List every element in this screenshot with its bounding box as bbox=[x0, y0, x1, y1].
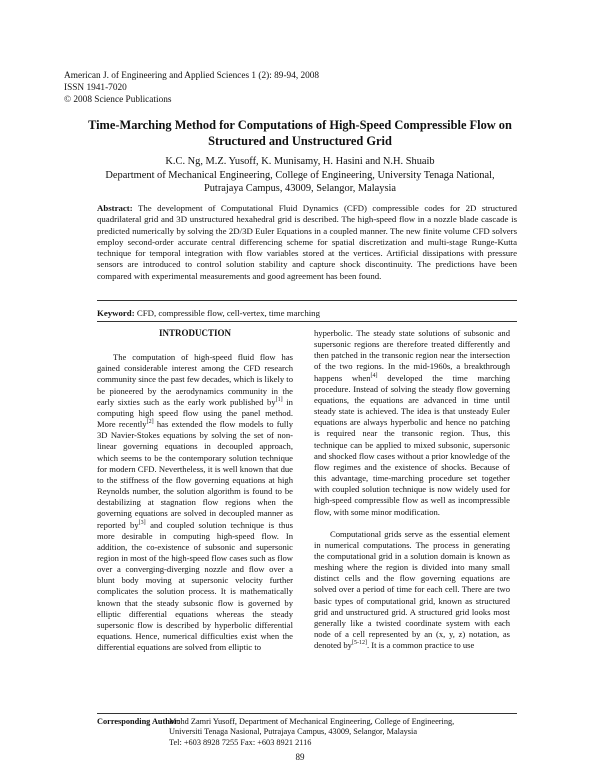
intro-paragraph-2: Computational grids serve as the essential element in numerical computations. The process in generating the computational grid in a solution domain is known as meshing where the region is divided into many small distinct cells and the flow governing equations are solved over a period of time for each cell. There are two basic types of computational grid, known as structured grid and unstructured grid. A structured grid looks most generally like a twisted coordinate system with each node of a cell represented by an (x, y, z) notation, as denoted by[5-12]. It is a common practice to use bbox=[314, 528, 510, 651]
page-number: 89 bbox=[295, 752, 305, 762]
intro-paragraph-1: The computation of high-speed fluid flow has gained considerable interest among the CFD research community since the past few decades, which is likely to be pioneered by the aerodynamics community in the early sixties such as the early work published by[1] in computing high speed flow using the panel method. More recently[2] has extended the flow models to fully 3D Navier-Stokes equations by solving the set of non-linear governing equations in decoupled approach, which seems to be the contemporary solution technique for modern CFD. Nevertheless, it is well known that due to the stiffness of the flow governing equations at high Reynolds number, the solution algorithm is found to be destabilizing at stagnation flow regions when the governing equations are solved in decoupled manner as reported by[3] and coupled solution technique is thus more desirable in computing high-speed flow. In addition, the co-existence of subsonic and supersonic region in most of the high-speed flow cases such as flow over a converging-diverging nozzle and flow over a blunt body moving at supersonic velocity further complicates the solution process. It is mathematically known that the steady subsonic flow is governed by elliptic differential equations whereas the steady supersonic flow is described by hyperbolic differential equations. Hence, numerical difficulties exist when the differential equations are solved from elliptic to bbox=[97, 352, 293, 653]
keyword-line bbox=[97, 308, 517, 318]
right-column bbox=[314, 328, 510, 651]
footnote-rule bbox=[97, 713, 517, 714]
issn: ISSN 1941-7020 bbox=[64, 83, 127, 93]
abstract bbox=[97, 203, 517, 282]
citation-ref: [5-12] bbox=[351, 640, 367, 647]
abstract-label: Abstract: bbox=[97, 203, 133, 213]
copyright: © 2008 Science Publications bbox=[64, 95, 172, 105]
keyword-text: CFD, compressible flow, cell-vertex, time marching bbox=[136, 308, 320, 318]
journal-citation: American J. of Engineering and Applied Sciences 1 (2): 89-94, 2008 bbox=[64, 71, 320, 81]
left-column bbox=[97, 328, 293, 653]
citation-ref: [1] bbox=[275, 396, 283, 403]
citation-ref: [3] bbox=[138, 519, 146, 526]
journal-header bbox=[64, 70, 319, 106]
keyword-bottom-rule bbox=[97, 321, 517, 322]
citation-ref: [2] bbox=[146, 419, 154, 426]
affiliation-line-1: Department of Mechanical Engineering, College of Engineering, University Tenaga National, bbox=[105, 169, 495, 181]
keyword-top-rule bbox=[97, 300, 517, 301]
corresponding-author-details bbox=[169, 717, 509, 748]
section-heading-introduction: INTRODUCTION bbox=[158, 328, 231, 338]
corresponding-line-1: Mohd Zamri Yusoff, Department of Mechanical Engineering, College of Engineering, bbox=[169, 717, 455, 726]
keyword-label: Keyword: bbox=[97, 308, 135, 318]
abstract-text: The development of Computational Fluid Dynamics (CFD) compressible codes for 2D structured quadrilateral grid and 3D unstructured hexahedral grid is described. The high-speed flow in a nozzle blade cascade is predicted numerically by solving the 2D/3D Euler Equations in a coupled manner. The new finite volume CFD solvers employ second-order accurate central differencing scheme for spatial discretization and multi-stage Runge-Kutta technique for temporal integration with flow variables stored at the vertices. Artificial dissipations with pressure sensors are introduced to control solution stability and capture shock discontinuity. The predictions have been compared with experimental measurements and good agreement has been found. bbox=[97, 203, 518, 281]
corresponding-author-label: Corresponding Author: bbox=[97, 717, 181, 726]
intro-paragraph-1-continued: hyperbolic. The steady state solutions of subsonic and supersonic regions are therefore treated differently and then patched in the transonic region near the intersection of the two regions. In the mid-1960s, a breakthrough happens when[4] developed the time marching procedure. Instead of solving the steady flow governing equations, the equations are advanced in time until steady state is achieved. The idea is that unsteady Euler equations are always hyperbolic and hence no patching is required near the transonic region. Thus, this technique can be applied to mixed subsonic, supersonic and shocked flow cases without a prior knowledge of the flow regimes and the existence of shocks. Because of this advantage, time-marching procedure set together with coupled solution technique is now widely used for high-speed compressible flow as well as incompressible flow, with some minor modification. bbox=[314, 328, 510, 517]
author-block bbox=[60, 155, 540, 196]
paper-title: Time-Marching Method for Computations of High-Speed Compressible Flow on Structured and Unstructured Grid bbox=[88, 118, 512, 148]
author-list: K.C. Ng, M.Z. Yusoff, K. Munisamy, H. Hasini and N.H. Shuaib bbox=[165, 156, 435, 167]
citation-ref: [4] bbox=[370, 372, 378, 379]
corresponding-line-2: Universiti Tenaga Nasional, Putrajaya Campus, 43009, Selangor, Malaysia bbox=[169, 727, 418, 737]
corresponding-line-3: Tel: +603 8928 7255 Fax: +603 8921 2116 bbox=[169, 737, 312, 747]
affiliation-line-2: Putrajaya Campus, 43009, Selangor, Malaysia bbox=[203, 183, 397, 194]
